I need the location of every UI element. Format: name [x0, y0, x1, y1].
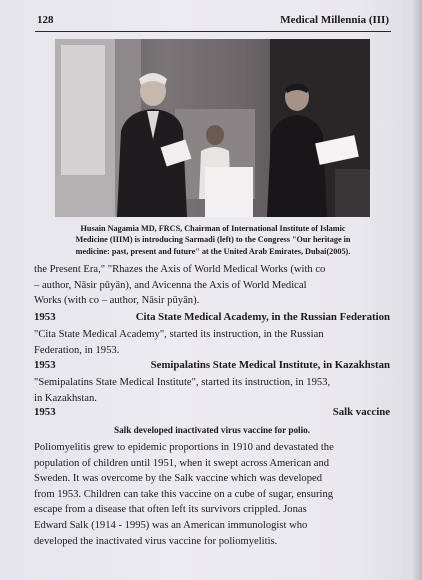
text-line: Sweden. It was overcome by the Salk vaccine which was developed	[34, 473, 322, 485]
text-line: – author, Nāsir pūyān), and Avicenna the Axis of World Medical	[34, 279, 307, 291]
congress-photo	[55, 39, 370, 217]
caption-line: Husain Nagamia MD, FRCS, Chairman of International Institute of Islamic	[80, 224, 346, 233]
header-rule	[35, 31, 391, 32]
caption-line: medicine: past, present and future" at the United Arab Emirates, Dubai(2005).	[75, 246, 351, 256]
text-line: "Cita State Medical Academy", started its instruction, in the Russian	[34, 329, 324, 340]
photo-of-congress-speakers-icon	[55, 39, 370, 217]
entry-paragraph	[34, 375, 390, 406]
entry-year: 1953	[34, 406, 56, 418]
entry-title: Cita State Medical Academy, in the Russian Federation	[135, 311, 390, 323]
text-line: Works (with co – author, Nāsir pūyān).	[34, 295, 200, 307]
text-line: escape from a disease that often left its survivors crippled. Jonas	[34, 504, 307, 516]
entry-subtitle: Salk developed inactivated virus vaccine for polio.	[113, 425, 311, 435]
entry-heading	[34, 406, 390, 422]
running-title: Medical Millennia (III)	[280, 14, 389, 26]
entry-paragraph	[34, 327, 390, 358]
entry-title: Semipalatins State Medical Institute, in Kazakhstan	[150, 359, 390, 371]
text-line: developed the inactivated virus vaccine for poliomyelitis.	[34, 535, 278, 547]
entry-title: Salk vaccine	[332, 406, 390, 418]
text-line: Edward Salk (1914 - 1995) was an American immunologist who	[34, 519, 308, 531]
entry-year: 1953	[34, 311, 56, 323]
photo-caption	[42, 223, 384, 257]
entry-year: 1953	[34, 359, 56, 371]
text-line: Federation, in 1953.	[34, 344, 120, 356]
text-line: "Semipalatins State Medical Institute", started its instruction, in 1953,	[34, 377, 331, 388]
intro-paragraph	[34, 262, 390, 309]
page-edge-shadow	[412, 0, 422, 580]
text-line: population of children until 1951, when it swept across American and	[34, 457, 330, 469]
page-number: 128	[37, 14, 54, 26]
entry-heading	[34, 311, 390, 327]
entry-paragraph	[34, 440, 390, 549]
text-line: the Present Era," "Rhazes the Axis of World Medical Works (with co	[34, 264, 326, 275]
text-line: Poliomyelitis grew to epidemic proportions in 1910 and devastated the	[34, 442, 334, 453]
page-header	[37, 14, 389, 30]
text-line: from 1953. Children can take this vaccine on a cube of sugar, ensuring	[34, 488, 334, 500]
caption-line: Medicine (IIIM) is introducing Sarmadi (left) to the Congress "Our heritage in	[75, 235, 351, 245]
entry-heading	[34, 359, 390, 375]
text-line: in Kazakhstan.	[34, 392, 97, 404]
